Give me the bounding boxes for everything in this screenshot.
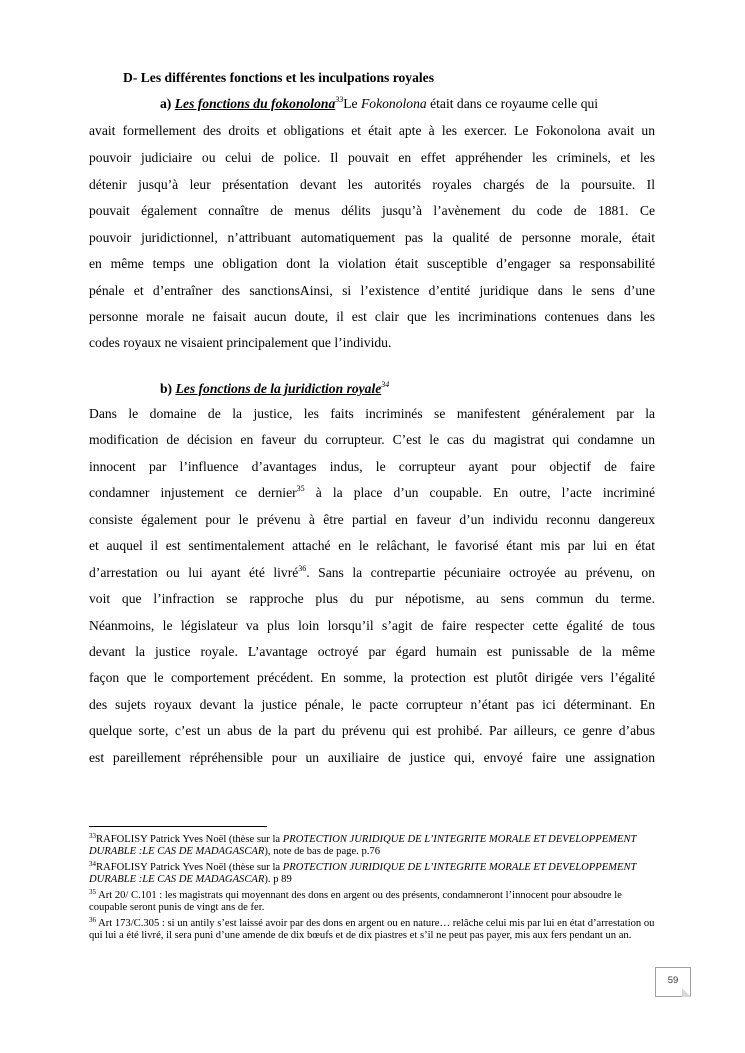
subsection-a-label: a) — [160, 96, 172, 111]
paragraph-b-line: devant la justice royale. L’avantage octroyé par égard humain est punissable de la même — [89, 644, 655, 659]
paragraph-a-line: en même temps une obligation dont la violation était susceptible d’engager sa responsabilité — [89, 256, 655, 271]
paragraph-a-line: pouvoir juridictionnel, n’attribuant automatiquement pas la qualité de personne morale, était — [89, 230, 655, 245]
paragraph-a-line: pouvoir judiciaire ou celui de police. Il pouvait en effet appréhender les criminels, et les — [89, 150, 655, 165]
footnote-34 — [89, 862, 655, 886]
footnote-35 — [89, 890, 655, 914]
paragraph-a-line: personne morale ne faisait aucun doute, il est clair que les incriminations contenues dans les — [89, 309, 655, 324]
subsection-a-heading — [160, 96, 598, 112]
subsection-a-lead-italic: Fokonolona — [361, 96, 427, 111]
page-number-box — [655, 967, 691, 997]
paragraph-b-line: modification de décision en faveur du corrupteur. C’est le cas du magistrat qui condamne un — [89, 432, 655, 447]
footnote-number: 34 — [89, 860, 96, 868]
footnote-ref-33: 33 — [335, 95, 344, 104]
subsection-a-lead: Le — [343, 96, 361, 111]
footnote-ref-36: 36 — [298, 564, 307, 573]
paragraph-b-line: façon que le comportement précédent. En somme, la protection est plutôt dirigée vers l’égalité — [89, 670, 655, 685]
footnote-tail: ). p 89 — [264, 874, 292, 886]
footnote-36 — [89, 918, 655, 942]
page-curl-decoration — [682, 988, 691, 997]
paragraph-a-line: codes royaux ne visaient principalement que l’individu. — [89, 335, 392, 350]
paragraph-b-line: voit que l’infraction se rapproche plus du pur népotisme, au sens commun du terme. — [89, 591, 655, 606]
footnote-author: RAFOLISY Patrick Yves Noël (thèse sur la — [96, 834, 283, 845]
footnote-number: 36 — [89, 916, 96, 924]
paragraph-a-line: avait formellement des droits et obligations et était apte à les exercer. Le Fokonolona avait un — [89, 123, 655, 138]
paragraph-b-line: est pareillement répréhensible pour un auxiliaire de justice qui, envoyé faire une assignation — [89, 750, 655, 765]
page-number: 59 — [667, 975, 679, 986]
footnote-title: PROTECTION JURIDIQUE DE L’INTEGRITE MORALE ET DEVELOPPEMENT DURABLE :LE CAS DE MADAGASCAR — [89, 862, 637, 886]
footnote-text: Art 173/C.305 : si un antily s’est laissé avoir par des dons en argent ou en nature… relâche celui mis par lui en état d’arrestation ou qui lui a été livré, il sera puni d’une amende de dix bœufs et de dix piastres et s’il ne peut pas payer, mis aux fers pendant un an. — [89, 918, 655, 942]
footnote-text: Art 20/ C.101 : les magistrats qui moyennant des dons en argent ou des présents, condamneront l’innocent pour absoudre le coupable seront punis de vingt ans de fer. — [89, 890, 622, 914]
subsection-b-title: Les fonctions de la juridiction royale — [175, 381, 382, 396]
footnote-separator — [89, 826, 267, 827]
paragraph-a-line: détenir jusqu’à leur présentation devant les autorités royales chargés de la poursuite. Il — [89, 177, 655, 192]
paragraph-b-line — [89, 565, 655, 581]
paragraph-b-line: quelque sorte, c’est un abus de la part du prévenu qui est prohibé. Par ailleurs, ce genre d’abus — [89, 723, 655, 738]
paragraph-b-text: . Sans la contrepartie pécuniaire octroyée au prévenu, on — [306, 565, 655, 580]
paragraph-b-line: et auquel il est sentimentalement attaché en le relâchant, le favorisé étant mis par lui en état — [89, 538, 655, 553]
paragraph-b-line: Dans le domaine de la justice, les faits incriminés se manifestent généralement par la — [89, 406, 655, 421]
paragraph-b-text: d’arrestation ou lui ayant été livré — [89, 565, 299, 580]
paragraph-a-line: pouvait également connaître de menus délits jusqu’à l’avènement du code de 1881. Ce — [89, 203, 655, 218]
paragraph-a-line: pénale et d’entraîner des sanctionsAinsi, si l’existence d’entité juridique dans le sens d’une — [89, 283, 655, 298]
paragraph-b-line: consiste également pour le prévenu à être partial en faveur d’un individu reconnu dangereux — [89, 512, 655, 527]
footnote-33 — [89, 834, 655, 858]
paragraph-b-line: des sujets royaux devant la justice pénale, le pacte corrupteur n’étant pas ici déterminant. En — [89, 697, 655, 712]
section-heading: D- Les différentes fonctions et les inculpations royales — [123, 70, 435, 85]
subsection-a-title: Les fonctions du fokonolona — [174, 96, 336, 111]
paragraph-b-text: à la place d’un coupable. En outre, l’acte incriminé — [304, 485, 656, 500]
footnote-author: RAFOLISY Patrick Yves Noël (thèse sur la — [96, 862, 283, 873]
paragraph-b-text: condamner injustement ce dernier — [89, 485, 297, 500]
paragraph-b-line: Néanmoins, le législateur va plus loin lorsqu’il s’agit de faire respecter cette égalité de tous — [89, 618, 655, 633]
subsection-b-label: b) — [160, 381, 173, 396]
footnote-ref-35: 35 — [296, 484, 305, 493]
footnote-title: PROTECTION JURIDIQUE DE L’INTEGRITE MORALE ET DEVELOPPEMENT DURABLE :LE CAS DE MADAGASCAR — [89, 834, 637, 858]
footnote-number: 33 — [89, 832, 96, 840]
footnote-number: 35 — [89, 888, 96, 896]
footnote-ref-34: 34 — [381, 380, 390, 389]
subsection-b-heading — [160, 381, 389, 397]
footnote-tail: ), note de bas de page. p.76 — [264, 846, 380, 858]
subsection-a-lead-rest: était dans ce royaume celle qui — [426, 96, 599, 111]
paragraph-b-line: innocent par l’influence d’avantages indus, le corrupteur ayant pour objectif de faire — [89, 459, 655, 474]
paragraph-b-line — [89, 485, 655, 501]
